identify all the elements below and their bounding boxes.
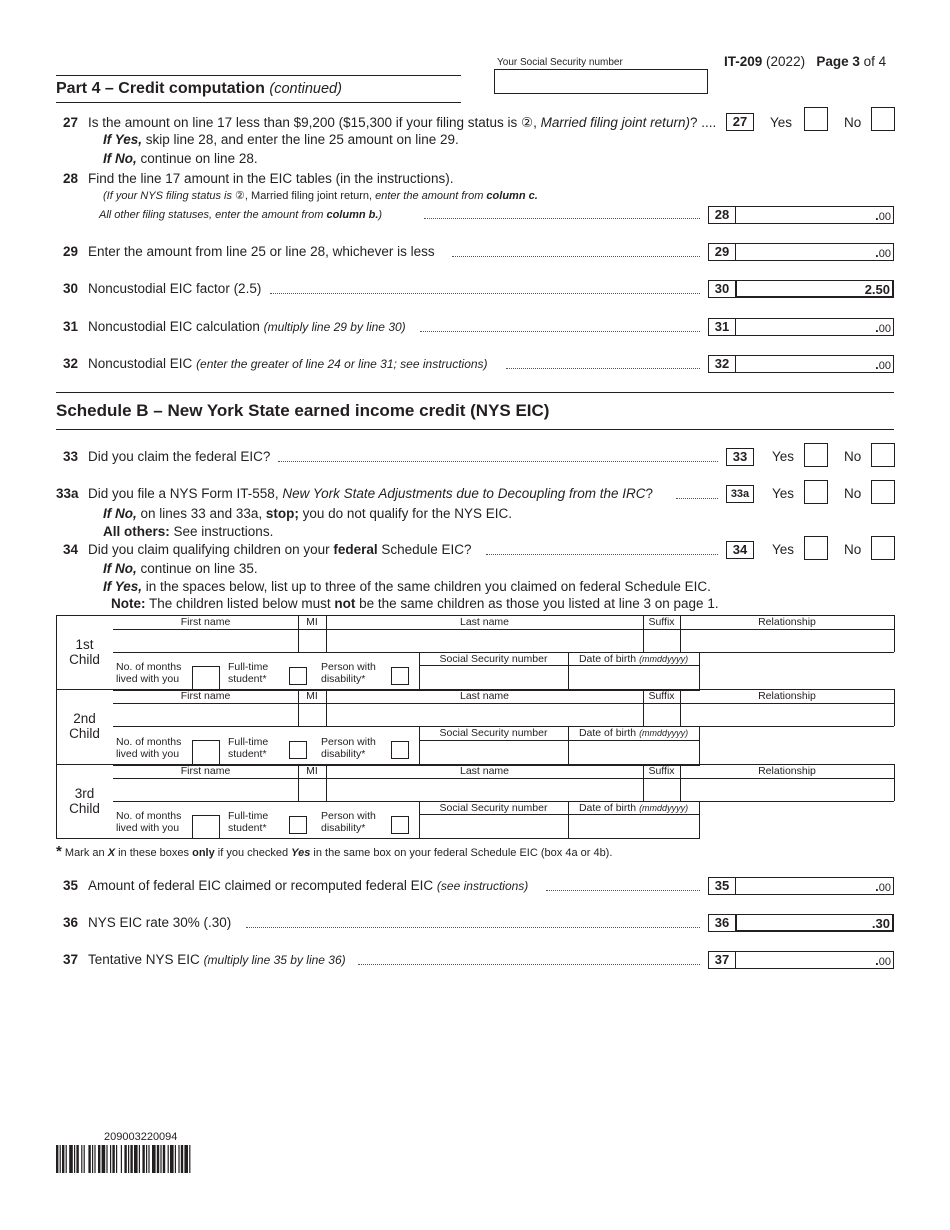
child-2-suffix-header: Suffix xyxy=(648,690,675,702)
child-2-first-name-input[interactable] xyxy=(114,704,298,726)
child-2-mi-input[interactable] xyxy=(299,704,326,726)
child-3-suffix-input[interactable] xyxy=(644,779,680,801)
child-1-mi-input[interactable] xyxy=(299,630,326,652)
child-1-disability-checkbox[interactable] xyxy=(391,667,409,685)
child-3-relationship-input[interactable] xyxy=(681,779,894,801)
child-3-ssn-input[interactable] xyxy=(420,815,568,839)
schedule-b-title: Schedule B – New York State earned income credit (NYS EIC) xyxy=(56,401,550,420)
child-2-disability-checkbox[interactable] xyxy=(391,741,409,759)
line-30-leader xyxy=(270,293,700,294)
child-3-mi-input[interactable] xyxy=(299,779,326,801)
line-34-yes-label: Yes xyxy=(772,542,795,557)
child-3-last-name-header: Last name xyxy=(459,765,510,777)
schedule-b-bottom-rule xyxy=(56,429,894,430)
line-28-number: 28 xyxy=(63,171,79,186)
line-34-box: 34 xyxy=(726,541,754,559)
line-27-yes-checkbox[interactable] xyxy=(804,107,828,131)
line-27-number: 27 xyxy=(63,115,79,130)
child-3-first-name-header: First name xyxy=(180,765,231,777)
child-2-dob-input[interactable] xyxy=(569,741,699,765)
line-27-text: Is the amount on line 17 less than $9,200 ($15,300 if your filing status is ②, Married filing joint return)? .... xyxy=(88,115,717,130)
child-3-disability-label: Person with disability* xyxy=(321,810,376,834)
line-37-number: 37 xyxy=(63,952,79,967)
child-1-fulltime-checkbox[interactable] xyxy=(289,667,307,685)
line-33a-box: 33a xyxy=(726,485,754,503)
child-1-label: 1st Child xyxy=(69,637,100,667)
line-28-text: Find the line 17 amount in the EIC tables (in the instructions). xyxy=(88,171,454,186)
line-31-text: Noncustodial EIC calculation (multiply line 29 by line 30) xyxy=(88,319,406,334)
line-31-amount[interactable]: .00 xyxy=(736,318,894,336)
child-1-last-name-header: Last name xyxy=(459,616,510,628)
child-1-right-edge xyxy=(894,615,895,652)
child-1-suffix-input[interactable] xyxy=(644,630,680,652)
child-3-suffix-header: Suffix xyxy=(648,765,675,777)
child-3-relationship-header: Relationship xyxy=(758,765,816,777)
line-32-amount[interactable]: .00 xyxy=(736,355,894,373)
line-36-value: .30 xyxy=(736,914,894,932)
child-1-first-name-input[interactable] xyxy=(114,630,298,652)
line-35-leader xyxy=(546,890,700,891)
child-2-last-name-header: Last name xyxy=(459,690,510,702)
child-1-mi-header: MI xyxy=(306,616,318,628)
child-1-ssn-header: Social Security number xyxy=(439,653,548,665)
line-33a-no-label: No xyxy=(844,486,862,501)
child-3-bottom-rule xyxy=(113,838,700,839)
child-1-months-input[interactable] xyxy=(192,666,220,691)
line-33a-leader xyxy=(676,498,718,499)
line-31-box: 31 xyxy=(708,318,736,336)
line-27-box: 27 xyxy=(726,113,754,131)
line-34-if-no: If No, continue on line 35. xyxy=(103,561,258,576)
line-33a-yes-label: Yes xyxy=(772,486,795,501)
line-34-note: Note: The children listed below must not be the same children as those you listed at line 3 on page 1. xyxy=(111,596,719,611)
child-1-relationship-input[interactable] xyxy=(681,630,894,652)
line-33a-number: 33a xyxy=(56,486,79,501)
line-35-box: 35 xyxy=(708,877,736,895)
line-33a-if-no: If No, on lines 33 and 33a, stop; you do not qualify for the NYS EIC. xyxy=(103,506,512,521)
child-3-last-name-input[interactable] xyxy=(327,779,643,801)
child-3-mi-header: MI xyxy=(306,765,318,777)
line-36-text: NYS EIC rate 30% (.30) xyxy=(88,915,232,930)
child-2-fulltime-label: Full-time student* xyxy=(228,736,269,760)
line-30-value: 2.50 xyxy=(736,280,894,298)
child-2-ssn-header: Social Security number xyxy=(439,727,548,739)
line-28-leader xyxy=(424,218,700,219)
line-35-number: 35 xyxy=(63,878,79,893)
line-29-amount[interactable]: .00 xyxy=(736,243,894,261)
line-34-leader xyxy=(486,554,718,555)
line-28-amount[interactable]: .00 xyxy=(736,206,894,224)
child-1-dob-right xyxy=(699,652,700,690)
child-3-ssn-header: Social Security number xyxy=(439,802,548,814)
line-33a-others: All others: See instructions. xyxy=(103,524,274,539)
footnote: * Mark an X in these boxes only if you checked Yes in the same box on your federal Schedule EIC (box 4a or 4b). xyxy=(56,843,613,860)
child-2-label: 2nd Child xyxy=(69,711,100,741)
line-32-box: 32 xyxy=(708,355,736,373)
line-33a-text: Did you file a NYS Form IT-558, New York State Adjustments due to Decoupling from the IRC? xyxy=(88,486,654,501)
line-34-no-label: No xyxy=(844,542,862,557)
line-30-number: 30 xyxy=(63,281,79,296)
ssn-label: Your Social Security number xyxy=(497,57,623,68)
barcode-number: 209003220094 xyxy=(104,1131,178,1143)
line-28-sub1: (If your NYS filing status is ②, Married filing joint return, enter the amount from column c. xyxy=(103,190,538,202)
line-34-if-yes: If Yes, in the spaces below, list up to three of the same children you claimed on federal Schedule EIC. xyxy=(103,579,711,594)
line-32-number: 32 xyxy=(63,356,79,371)
line-37-leader xyxy=(358,964,700,965)
child-2-right-edge xyxy=(894,689,895,726)
line-35-text: Amount of federal EIC claimed or recomputed federal EIC (see instructions) xyxy=(88,878,529,893)
line-29-number: 29 xyxy=(63,244,79,259)
line-34-text: Did you claim qualifying children on your federal Schedule EIC? xyxy=(88,542,472,557)
line-27-no-checkbox[interactable] xyxy=(871,107,895,131)
line-29-leader xyxy=(452,256,700,257)
child-1-disability-label: Person with disability* xyxy=(321,661,376,685)
child-2-last-name-input[interactable] xyxy=(327,704,643,726)
child-3-months-label: No. of months lived with you xyxy=(116,810,182,834)
line-32-text: Noncustodial EIC (enter the greater of line 24 or line 31; see instructions) xyxy=(88,356,488,371)
child-1-dob-header: Date of birth (mmddyyyy) xyxy=(578,653,689,665)
child-2-first-name-header: First name xyxy=(180,690,231,702)
line-33a-no-checkbox[interactable] xyxy=(871,480,895,504)
line-31-leader xyxy=(420,331,700,332)
line-35-amount[interactable]: .00 xyxy=(736,877,894,895)
barcode-icon xyxy=(56,1145,240,1173)
line-36-number: 36 xyxy=(63,915,79,930)
line-30-text: Noncustodial EIC factor (2.5) xyxy=(88,281,262,296)
line-27-if-yes: If Yes, skip line 28, and enter the line 25 amount on line 29. xyxy=(103,132,459,147)
line-37-amount[interactable]: .00 xyxy=(736,951,894,969)
line-33-yes-checkbox[interactable] xyxy=(804,443,828,467)
child-2-months-input[interactable] xyxy=(192,740,220,765)
child-1-suffix-header: Suffix xyxy=(648,616,675,628)
ssn-input[interactable] xyxy=(494,69,708,94)
child-1-relationship-header: Relationship xyxy=(758,616,816,628)
line-36-box: 36 xyxy=(708,914,736,932)
child-2-relationship-input[interactable] xyxy=(681,704,894,726)
line-33-no-label: No xyxy=(844,449,862,464)
line-34-number: 34 xyxy=(63,542,79,557)
child-3-dob-header: Date of birth (mmddyyyy) xyxy=(578,802,689,814)
line-34-yes-checkbox[interactable] xyxy=(804,536,828,560)
line-28-box: 28 xyxy=(708,206,736,224)
child-1-ssn-input[interactable] xyxy=(420,666,568,690)
child-3-fulltime-label: Full-time student* xyxy=(228,810,269,834)
line-33a-yes-checkbox[interactable] xyxy=(804,480,828,504)
child-3-right-edge xyxy=(894,764,895,801)
child-2-dob-right xyxy=(699,726,700,765)
line-33-text: Did you claim the federal EIC? xyxy=(88,449,271,464)
form-id-page: IT-209 (2022) Page 3 of 4 xyxy=(724,54,887,69)
child-1-fulltime-label: Full-time student* xyxy=(228,661,269,685)
child-2-suffix-input[interactable] xyxy=(644,704,680,726)
line-34-no-checkbox[interactable] xyxy=(871,536,895,560)
line-32-leader xyxy=(506,368,700,369)
line-29-text: Enter the amount from line 25 or line 28, whichever is less xyxy=(88,244,435,259)
child-2-months-label: No. of months lived with you xyxy=(116,736,182,760)
child-2-relationship-header: Relationship xyxy=(758,690,816,702)
child-3-fulltime-checkbox[interactable] xyxy=(289,816,307,834)
line-33-no-checkbox[interactable] xyxy=(871,443,895,467)
child-1-last-name-input[interactable] xyxy=(327,630,643,652)
line-27-if-no: If No, continue on line 28. xyxy=(103,151,258,166)
schedule-b-top-rule xyxy=(56,392,894,393)
child-3-months-input[interactable] xyxy=(192,815,220,839)
child-2-fulltime-checkbox[interactable] xyxy=(289,741,307,759)
child-3-disability-checkbox[interactable] xyxy=(391,816,409,834)
child-3-dob-input[interactable] xyxy=(569,815,699,839)
child-3-dob-right xyxy=(699,801,700,839)
child-2-mi-header: MI xyxy=(306,690,318,702)
line-28-sub2: All other filing statuses, enter the amount from column b.) xyxy=(99,209,383,221)
part4-title: Part 4 – Credit computation (continued) xyxy=(56,80,342,97)
child-2-disability-label: Person with disability* xyxy=(321,736,376,760)
child-1-first-name-header: First name xyxy=(180,616,231,628)
line-36-leader xyxy=(246,927,700,928)
part4-bottom-rule xyxy=(56,102,461,103)
line-29-box: 29 xyxy=(708,243,736,261)
child-1-months-label: No. of months lived with you xyxy=(116,661,182,685)
part4-top-rule xyxy=(56,75,461,76)
line-30-box: 30 xyxy=(708,280,736,298)
line-37-text: Tentative NYS EIC (multiply line 35 by line 36) xyxy=(88,952,346,967)
child-1-dob-input[interactable] xyxy=(569,666,699,690)
child-3-label: 3rd Child xyxy=(69,786,100,816)
line-33-yes-label: Yes xyxy=(772,449,795,464)
child-3-first-name-input[interactable] xyxy=(114,779,298,801)
line-33-box: 33 xyxy=(726,448,754,466)
line-33-number: 33 xyxy=(63,449,79,464)
line-33-leader xyxy=(278,461,718,462)
child-2-ssn-input[interactable] xyxy=(420,741,568,765)
child-2-dob-header: Date of birth (mmddyyyy) xyxy=(578,727,689,739)
line-27-no-label: No xyxy=(844,115,862,130)
line-27-yes-label: Yes xyxy=(770,115,793,130)
line-37-box: 37 xyxy=(708,951,736,969)
line-31-number: 31 xyxy=(63,319,79,334)
